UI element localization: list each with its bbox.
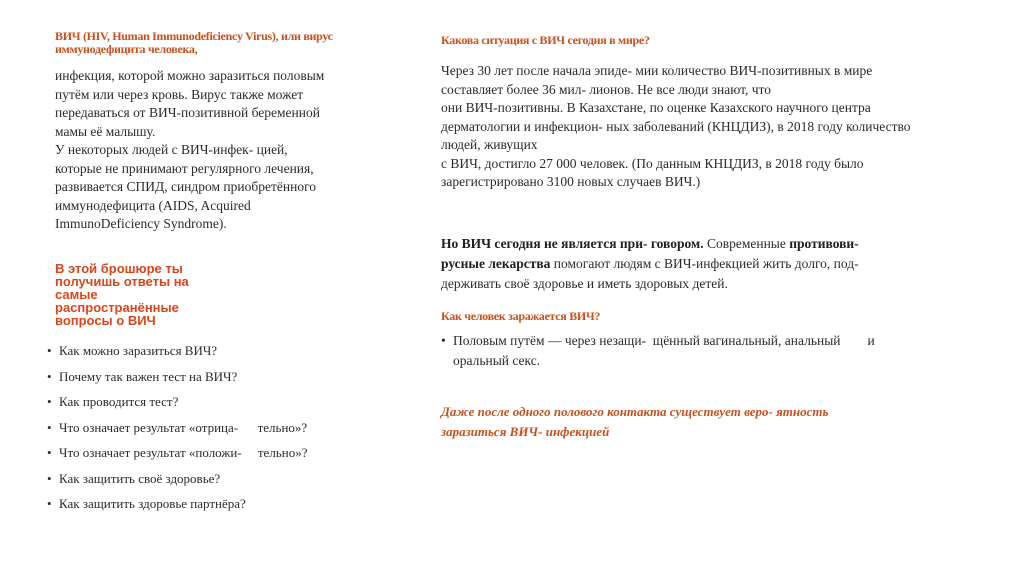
aids-line: иммунодефицита (AIDS, Acquired (55, 197, 251, 213)
situation-line: дерматологии и инфекцион- ных заболеваний (КНЦДИЗ), в 2018 году количество (441, 118, 911, 134)
intro-line: путём или через кровь. Вирус также может (55, 86, 304, 102)
treatment-line: держивать своё здоровье и иметь здоровых детей. (441, 276, 728, 291)
bullet-icon: • (47, 496, 52, 511)
bullet-icon: • (47, 368, 52, 384)
aids-line: ImmunoDeficiency Syndrome). (55, 216, 227, 231)
treatment-line: Но ВИЧ сегодня не является при- говором. Современные противови- (441, 236, 859, 251)
list-item-continuation: оральный секс. (453, 353, 541, 368)
list-item: • Как защитить здоровье партнёра? (47, 496, 246, 511)
question-list (47, 343, 367, 522)
treatment-paragraph (441, 234, 981, 294)
list-item: • Как проводится тест? (47, 394, 179, 409)
aids-line: которые не принимают регулярного лечения, (55, 160, 314, 176)
list-item: • Половым путём — через незащи- щённый вагинальный, анальный и (441, 331, 941, 351)
intro-line: инфекция, которой можно заразиться половым (55, 68, 325, 83)
list-item: • Почему так важен тест на ВИЧ? (47, 368, 238, 384)
intro-line: передаваться от ВИЧ-позитивной беременной (55, 105, 320, 120)
bullet-icon: • (47, 419, 52, 435)
left-title: ВИЧ (HIV, Human Immunodeficiency Virus), или вирус иммунодефицита человека, (55, 29, 333, 56)
situation-line: составляет более 36 мил- лионов. Не все люди знают, что (441, 81, 772, 97)
warning-text (441, 402, 941, 442)
situation-line: Через 30 лет после начала эпиде- мии количество ВИЧ-позитивных в мире (441, 63, 873, 78)
bullet-icon: • (47, 470, 52, 486)
aids-line: У некоторых людей с ВИЧ-инфек- цией, (55, 142, 288, 157)
list-item: • Что означает результат «отрица- тельно»? (47, 419, 308, 435)
situation-line: зарегистрировано 3100 новых случаев ВИЧ.) (441, 174, 701, 189)
bullet-icon: • (47, 394, 52, 409)
situation-line: людей, живущих (441, 137, 538, 152)
intro-paragraph (55, 67, 365, 234)
list-item: • Что означает результат «положи- тельно»? (47, 445, 308, 460)
situation-line: с ВИЧ, достигло 27 000 человек. (По данным КНЦДИЗ, в 2018 году было (441, 155, 864, 171)
list-item: • Как защитить своё здоровье? (47, 470, 221, 486)
aids-line: развивается СПИД, синдром приобретённого (55, 179, 317, 194)
infection-title: Как человек заражается ВИЧ? (441, 309, 601, 323)
warning-line: заразиться ВИЧ- инфекцией (441, 424, 610, 439)
warning-line: Даже после одного полового контакта существует веро- ятность (441, 404, 829, 419)
intro-line: мамы её малышу. (55, 123, 156, 139)
infection-list (441, 331, 941, 371)
situation-paragraph (441, 62, 981, 192)
treatment-line: русные лекарства помогают людям с ВИЧ-инфекцией жить долго, под- (441, 256, 859, 271)
situation-title: Какова ситуация с ВИЧ сегодня в мире? (441, 33, 650, 47)
bullet-icon: • (47, 343, 52, 358)
brochure-title: В этой брошюре ты получишь ответы на самые распространённые вопросы о ВИЧ (55, 261, 189, 328)
bullet-icon: • (441, 333, 446, 348)
bullet-icon: • (47, 445, 52, 460)
situation-line: они ВИЧ-позитивны. В Казахстане, по оценке Казахского научного центра (441, 100, 871, 115)
list-item: • Как можно заразиться ВИЧ? (47, 343, 218, 358)
